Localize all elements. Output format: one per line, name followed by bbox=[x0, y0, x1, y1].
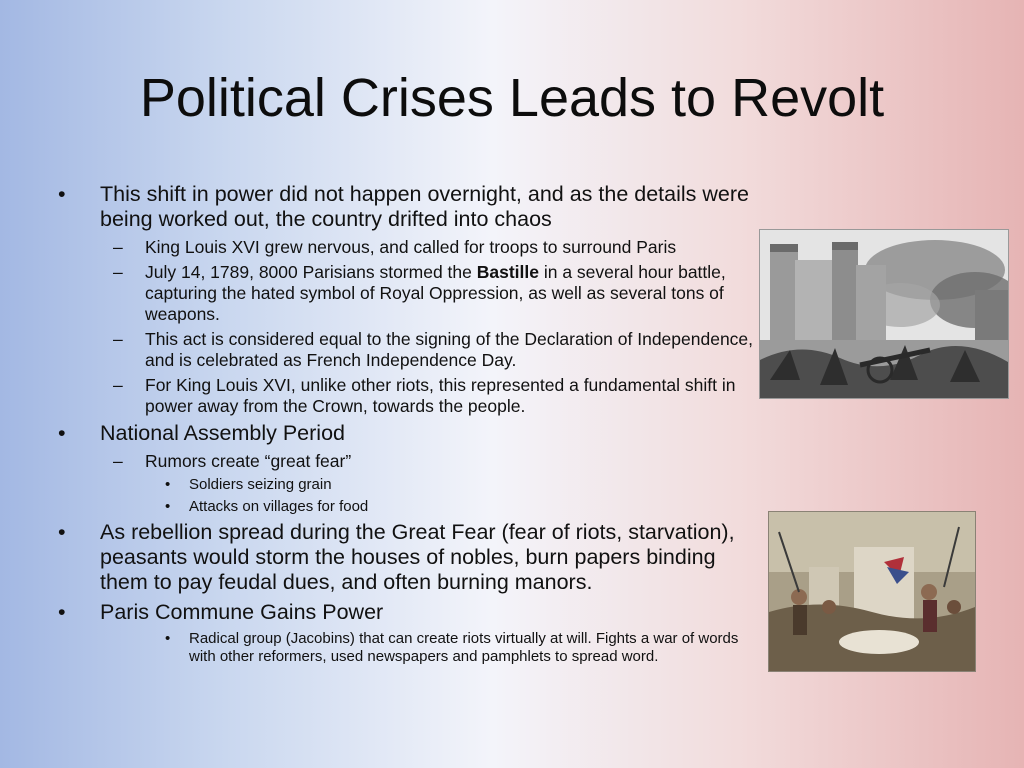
sub-sub-bullet-text: Soldiers seizing grain bbox=[189, 476, 332, 493]
sub-bullet-shift-from-crown bbox=[56, 375, 766, 417]
revolutionary-crowd-image bbox=[768, 511, 976, 672]
bullet-paris-commune bbox=[56, 600, 766, 625]
bullet-national-assembly bbox=[56, 421, 766, 446]
sub-sub-bullet-text: Radical group (Jacobins) that can create riots virtually at will. Fights a war of words with other reformers, used newspapers and pamphlets to spread word. bbox=[189, 630, 739, 665]
bullet-marker: • bbox=[58, 520, 66, 544]
dash-marker: – bbox=[113, 262, 123, 282]
dash-marker: – bbox=[113, 375, 123, 395]
bullet-shift-in-power bbox=[56, 182, 766, 232]
sub-bullet-great-fear bbox=[56, 451, 766, 472]
sub-bullet-bastille bbox=[56, 262, 766, 325]
dash-marker: – bbox=[113, 237, 123, 257]
bullet-rebellion-spread bbox=[56, 520, 766, 595]
sub-bullet-independence bbox=[56, 329, 766, 371]
dash-marker: – bbox=[113, 451, 123, 471]
bullet-text: As rebellion spread during the Great Fear (fear of riots, starvation), peasants would storm the houses of nobles, burn papers binding them to pay feudal dues, and often burning manors. bbox=[100, 520, 735, 594]
bullet-text: This shift in power did not happen overnight, and as the details were being worked out, the country drifted into chaos bbox=[100, 182, 749, 231]
bastille-bold-term: Bastille bbox=[476, 262, 539, 282]
sub-bullet-text-end: in a several hour battle, capturing the hated symbol of Royal Oppression, as well as several tons of weapons. bbox=[145, 262, 726, 324]
sub-bullet-text: King Louis XVI grew nervous, and called for troops to surround Paris bbox=[145, 237, 677, 257]
dash-marker: – bbox=[113, 329, 123, 349]
sub-bullet-text: For King Louis XVI, unlike other riots, this represented a fundamental shift in power away from the Crown, towards the people. bbox=[145, 375, 736, 416]
sub-bullet-text: This act is considered equal to the signing of the Declaration of Independence, and is celebrated as French Independence Day. bbox=[145, 329, 754, 370]
sub-bullet-text: Rumors create “great fear” bbox=[145, 451, 352, 471]
slide-body bbox=[56, 182, 766, 670]
bullet-marker: • bbox=[165, 498, 171, 515]
bullet-marker: • bbox=[58, 182, 66, 206]
sub-sub-bullet-text: Attacks on villages for food bbox=[189, 498, 369, 515]
bullet-marker: • bbox=[165, 630, 171, 647]
sub-bullet-text-start: July 14, 1789, 8000 Parisians stormed the bbox=[145, 262, 477, 282]
sub-bullet-troops bbox=[56, 237, 766, 258]
bullet-marker: • bbox=[165, 476, 171, 493]
bullet-marker: • bbox=[58, 600, 66, 624]
storming-of-the-bastille-image bbox=[759, 229, 1009, 399]
sub-sub-bullet-grain bbox=[56, 476, 766, 494]
bullet-marker: • bbox=[58, 421, 66, 445]
bullet-text: National Assembly Period bbox=[100, 421, 345, 445]
bullet-text: Paris Commune Gains Power bbox=[100, 600, 384, 624]
sub-sub-bullet-villages bbox=[56, 498, 766, 516]
sub-sub-bullet-jacobins bbox=[56, 630, 766, 666]
slide-title: Political Crises Leads to Revolt bbox=[139, 68, 885, 128]
